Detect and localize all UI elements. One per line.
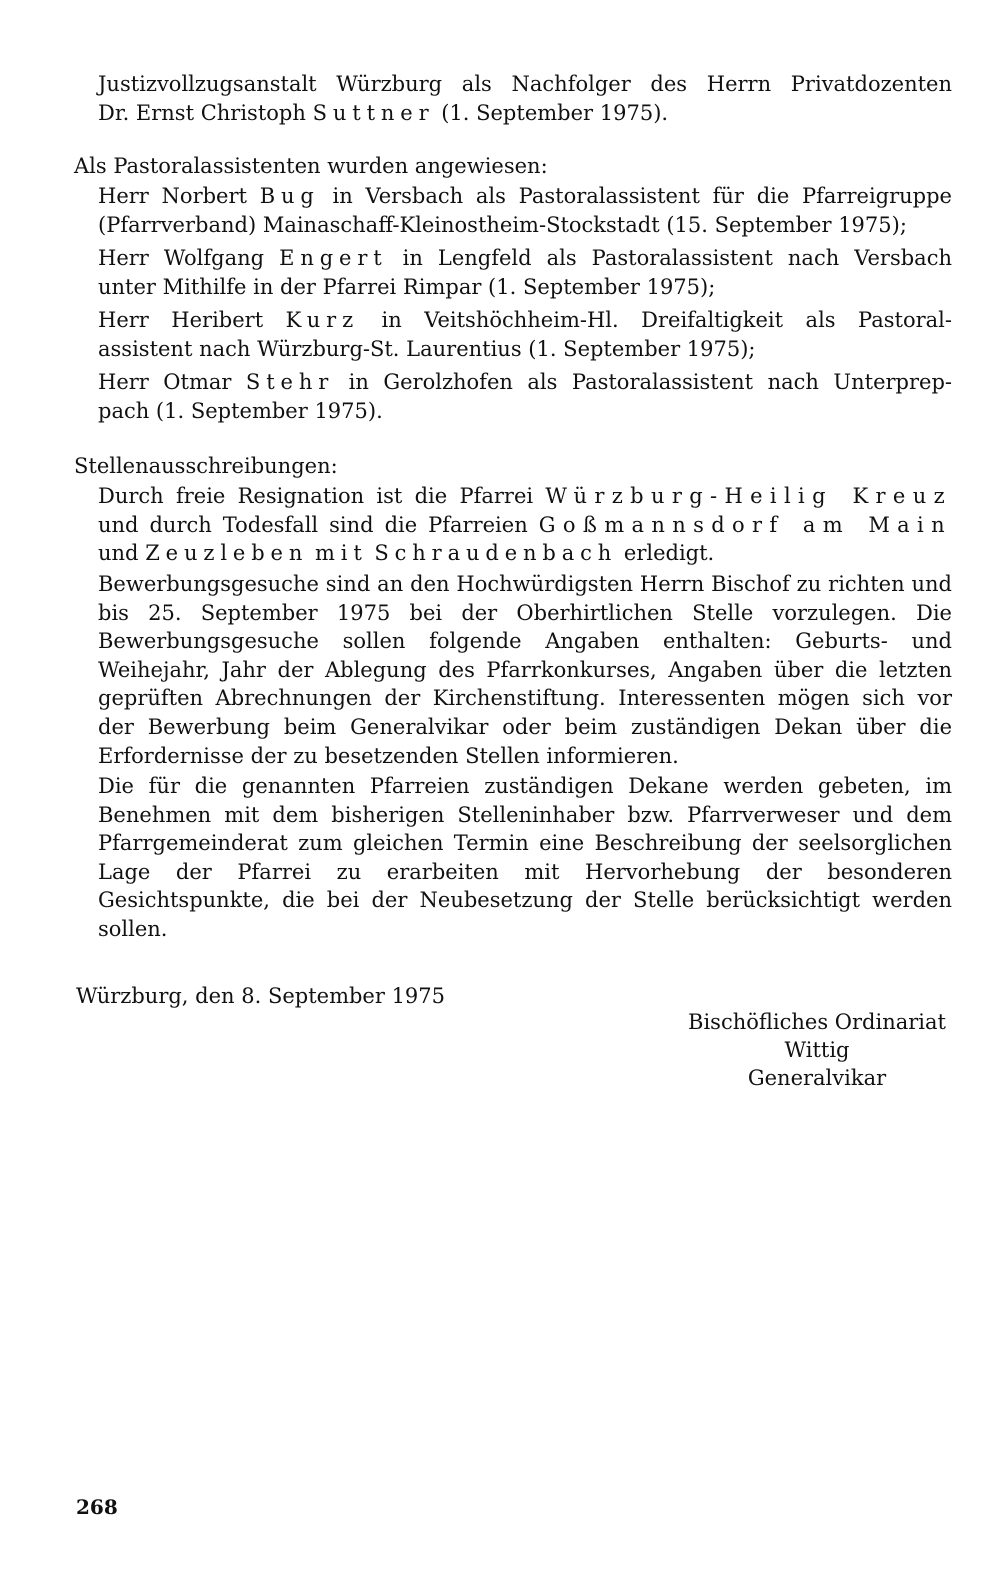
entry-line [98, 306, 952, 335]
entry-post: in Lengfeld als Pastoralassistent nach Versbach [402, 246, 952, 270]
entry-continuation: (Pfarrverband) Mainaschaff-Kleinostheim-Stockstadt (15. September 1975); [98, 212, 907, 237]
intro-text: Dr. Ernst Christoph [98, 100, 306, 125]
entry-line [98, 368, 952, 397]
signature-org: Bischöfliches Ordinariat [688, 1010, 946, 1034]
page-number: 268 [76, 1495, 118, 1519]
vacancy-text: und [98, 541, 139, 566]
entry-pre: Herr Otmar [98, 370, 232, 394]
entry-pre: Herr Wolfgang [98, 246, 265, 270]
vacancy-text: Durch freie Resignation ist die Pfarrei [98, 484, 534, 508]
entry-post: in Gerolzhofen als Pastoralassistent nach Unterprep- [348, 370, 952, 394]
assistant-entry [98, 306, 952, 363]
parish-name: Goßmannsdorf am Main [538, 512, 952, 537]
assistant-entry [98, 244, 952, 301]
assistants-heading: Als Pastoralassistenten wurden angewiesen: [74, 154, 548, 178]
assistant-entry [98, 182, 952, 239]
entry-pre: Herr Norbert [98, 184, 247, 208]
signature-block [662, 1008, 972, 1092]
positions-heading: Stellenausschreibungen: [74, 454, 338, 478]
vacancy-paragraph [98, 482, 952, 568]
intro-paragraph [98, 70, 952, 127]
vacancy-text: mit [314, 541, 368, 566]
person-name-engert: Engert [279, 246, 388, 270]
vacancy-text: und durch Todesfall sind die Pfarreien [98, 512, 528, 537]
person-name-suttner: Suttner [312, 100, 435, 125]
signature-title: Generalvikar [747, 1066, 887, 1090]
application-paragraph: Bewerbungsgesuche sind an den Hochwürdigsten Herrn Bischof zu richten und bis 25. September 1975 bei der Oberhirtlichen Stelle vorzulegen. Die Bewerbungsgesuche sollen folgende Angaben enthalten: Geburts- und Weihejahr, Jahr der Ablegung des Pfarrkonkurses, Angaben über die letzten geprüften Abrechnungen der Kirchenstiftung. Interessenten mögen sich vor der Bewerbung beim Generalvikar oder beim zuständigen Dekan über die Erfordernisse der zu besetzenden Stellen informieren. [98, 572, 952, 768]
assistant-entry [98, 368, 952, 425]
intro-line-1: Justizvollzugsanstalt Würzburg als Nachfolger des Herrn Privatdozenten [98, 72, 952, 96]
signature-name: Wittig [784, 1038, 850, 1062]
person-name-stehr: Stehr [245, 370, 335, 394]
place-date: Würzburg, den 8. September 1975 [76, 984, 446, 1008]
entry-continuation: unter Mithilfe in der Pfarrei Rimpar (1. September 1975); [98, 274, 716, 299]
parish-name: Würzburg-Heilig Kreuz [545, 484, 952, 508]
entry-post: in Versbach als Pastoralassistent für die Pfarreigruppe [332, 184, 952, 208]
entry-continuation: assistent nach Würzburg-St. Laurentius (1. September 1975); [98, 336, 756, 361]
parish-name: Zeuzleben [145, 541, 309, 566]
vacancy-text: erledigt. [623, 541, 715, 566]
entry-pre: Herr Heribert [98, 308, 264, 332]
entry-post: in Veitshöchheim-Hl. Dreifaltigkeit als Pastoral- [381, 308, 952, 332]
entry-line [98, 244, 952, 273]
person-name-bug: Bug [259, 184, 320, 208]
entry-continuation: pach (1. September 1975). [98, 398, 383, 423]
parish-name: Schraudenbach [374, 541, 618, 566]
entry-line [98, 182, 952, 211]
deans-paragraph: Die für die genannten Pfarreien zuständigen Dekane werden gebeten, im Benehmen mit dem bisherigen Stelleninhaber bzw. Pfarrverweser und dem Pfarrgemeinderat zum gleichen Termin eine Beschreibung der seelsorglichen Lage der Pfarrei zu erarbeiten mit Hervorhebung der besonderen Gesichtspunkte, die bei der Neubesetzung der Stelle berücksichtigt werden sollen. [98, 774, 952, 941]
intro-date: (1. September 1975). [441, 100, 669, 125]
intro-line-2 [98, 99, 952, 128]
person-name-kurz: Kurz [285, 308, 360, 332]
